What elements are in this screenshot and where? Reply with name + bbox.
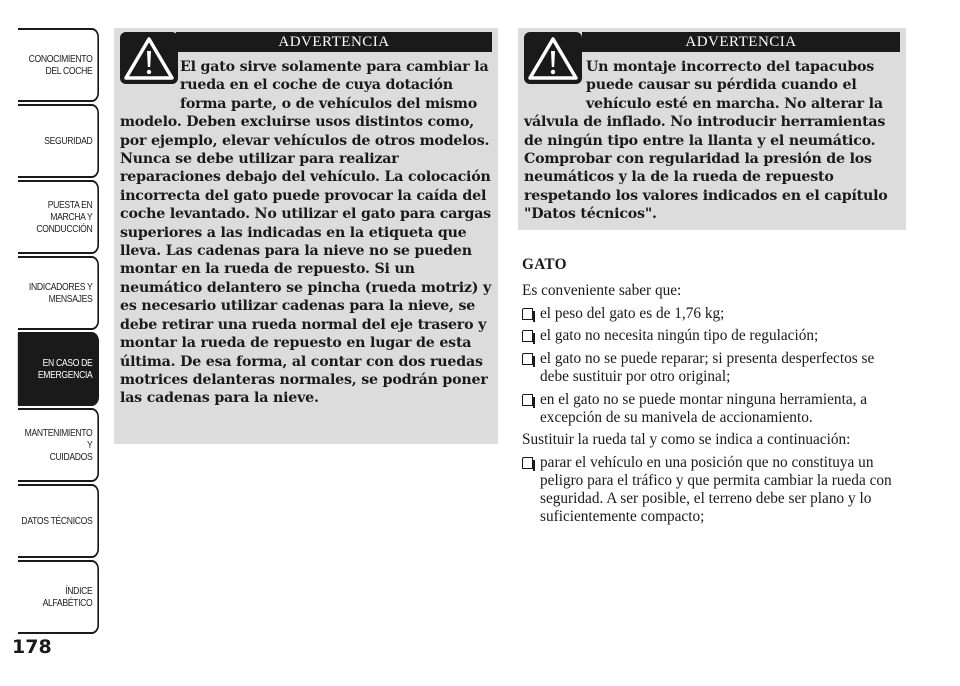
tab-conocimiento-del-coche[interactable]: CONOCIMIENTO DEL COCHE (18, 28, 99, 102)
list-item: el gato no necesita ningún tipo de regulación; (522, 327, 906, 345)
tab-datos-tecnicos[interactable]: DATOS TÉCNICOS (18, 484, 99, 558)
warning-text: Un montaje incorrecto del tapacubos puede causar su pérdida cuando el vehículo esté en marcha. No alterar la válvula de inflado. No introducir herramientas de ningún tipo entre la llanta y el neumático. Comprobar con regularidad la presión de los neumáticos y la de la rueda de repuesto respetando los valores indicados en el capítulo "Datos técnicos". (524, 59, 888, 223)
warning-title: ADVERTENCIA (582, 32, 900, 52)
tab-puesta-en-marcha[interactable]: PUESTA EN MARCHA Y CONDUCCIÓN (18, 180, 99, 254)
checkbox-bullet-icon (522, 308, 533, 320)
checkbox-bullet-icon (522, 394, 533, 406)
list-item: el peso del gato es de 1,76 kg; (522, 305, 906, 323)
warning-title: ADVERTENCIA (176, 32, 492, 52)
warning-box-left (114, 28, 498, 444)
intro-paragraph: Es conveniente saber que: (522, 281, 682, 299)
tab-indicadores-y-mensajes[interactable]: INDICADORES Y MENSAJES (18, 256, 99, 330)
page-number: 178 (12, 636, 52, 658)
checkbox-bullet-icon (522, 330, 533, 342)
checkbox-bullet-icon (522, 457, 533, 469)
tab-en-caso-de-emergencia[interactable]: EN CASO DE EMERGENCIA (18, 332, 99, 406)
instruction-paragraph: Sustituir la rueda tal y como se indica a continuación: (522, 431, 851, 449)
checkbox-bullet-icon (522, 353, 533, 365)
list-item: en el gato no se puede montar ninguna herramienta, a excepción de su manivela de accionamiento. (522, 391, 906, 427)
list-item: parar el vehículo en una posición que no constituya un peligro para el tráfico y que permita cambiar la rueda con seguridad. A ser posible, el terreno debe ser plano y lo suficientemente compacto; (522, 454, 906, 525)
section-heading: GATO (522, 256, 567, 273)
section-gato (522, 256, 906, 530)
tab-seguridad[interactable]: SEGURIDAD (18, 104, 99, 178)
list-item: el gato no se puede reparar; si presenta desperfectos se debe sustituir por otro original; (522, 350, 906, 386)
warning-box-right (518, 28, 906, 230)
tab-mantenimiento-y-cuidados[interactable]: MANTENIMIENTO Y CUIDADOS (18, 408, 99, 482)
warning-text: El gato sirve solamente para cambiar la rueda en el coche de cuya dotación forma parte, o de vehículos del mismo modelo. Deben excluirse usos distintos como, por ejemplo, elevar vehículos de otros modelos. Nunca se debe utilizar para realizar reparaciones debajo del vehículo. La colocación incorrecta del gato puede provocar la caída del coche levantado. No utilizar el gato para cargas superiores a las indicadas en la etiqueta que lleva. Las cadenas para la nieve no se pueden montar en la rueda de repuesto. Si un neumático delantero se pincha (rueda motriz) y es necesario utilizar cadenas para la nieve, se debe retirar una rueda normal del eje trasero y montar la rueda de repuesto en lugar de esta última. De esa forma, al contar con dos ruedas motrices delanteras normales, se podrán poner las cadenas para la nieve. (120, 59, 492, 407)
tab-indice-alfabetico[interactable]: ÍNDICE ALFABÉTICO (18, 560, 99, 634)
